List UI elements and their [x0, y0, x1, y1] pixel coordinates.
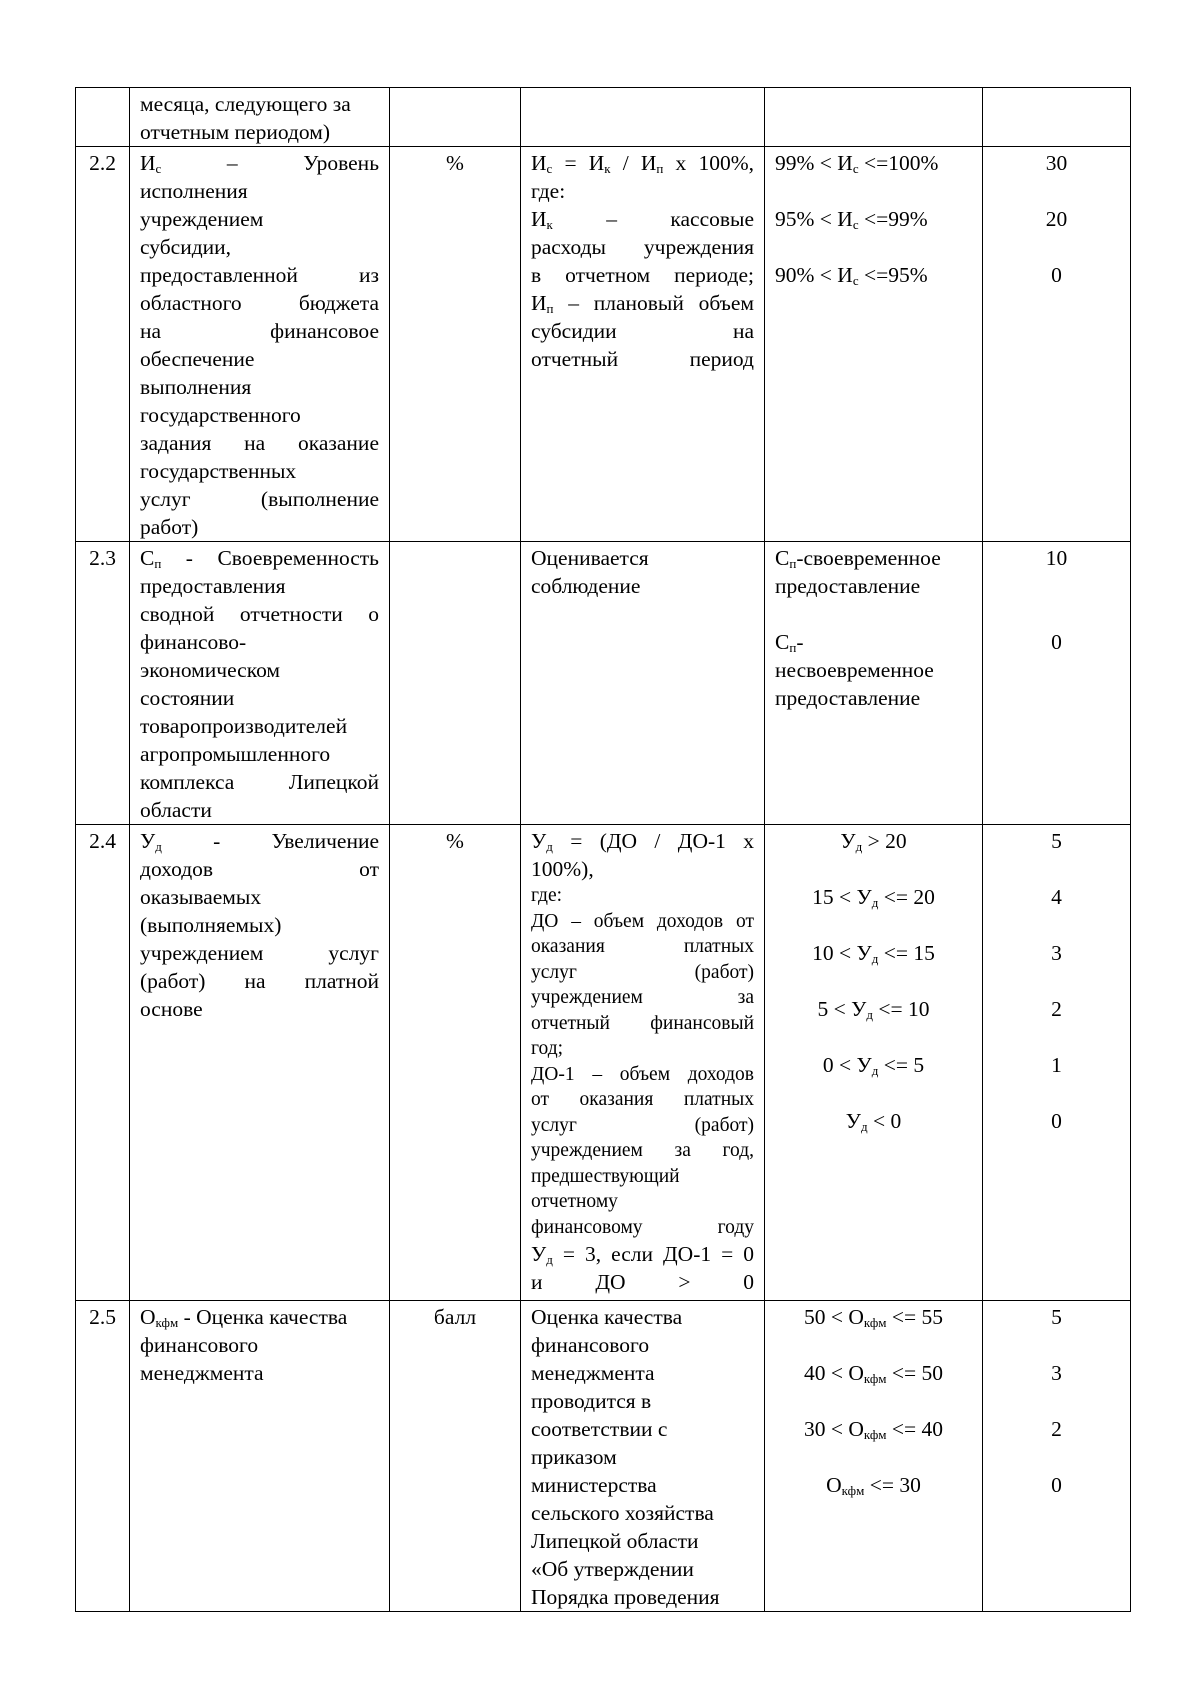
score: 4 — [1051, 885, 1062, 909]
score: 0 — [1051, 263, 1062, 287]
method-cell — [521, 88, 765, 147]
criterion: $У_д > 20$ — [840, 829, 907, 854]
table-row-2-5 — [76, 1301, 1131, 1612]
row-number — [76, 88, 130, 147]
row-number: 2.3 — [76, 542, 130, 825]
criterion: $30 < О_{кфм} <= 40$ — [803, 1417, 944, 1442]
row-number: 2.2 — [76, 147, 130, 542]
table-row-continuation — [76, 88, 1131, 147]
score: 30 — [1045, 151, 1068, 175]
unit-cell: % — [390, 147, 521, 542]
score-cell — [983, 542, 1131, 825]
method-cell: $У_д = (ДО / ДО-1$ x 100%), где: ДО – объем доходов от оказания платных услуг (работ) учреждением за отчетный финансовый год; ДО-1 – объем доходов от оказания платных услуг (работ) учреждением за год, предшествующий отчетному финансовому году $У_д = 3$, если ДО-1 = 0 и ДО > 0 — [521, 825, 765, 1301]
score: 5 — [1051, 829, 1062, 853]
method-cell: $И_с = И_к / И_п$ x 100%, где: $И_к$ – кассовые расходы учреждения в отчетном периоде; $И_п$ – плановый объем субсидии на отчетный период — [521, 147, 765, 542]
criterion: $95\% < И_с <=99\%$ — [775, 207, 928, 232]
score: 0 — [1051, 1473, 1062, 1497]
indicator-name: $У_д$ - Увеличение доходов от оказываемых (выполняемых) учреждением услуг (работ) на платной основе — [130, 825, 390, 1301]
score: 10 — [1045, 546, 1068, 570]
criteria-cell — [765, 825, 983, 1301]
score: 3 — [1051, 941, 1062, 965]
method-cell: Оценивается соблюдение — [521, 542, 765, 825]
criterion: $40 < О_{кфм} <= 50$ — [803, 1361, 944, 1386]
table-row-2-3 — [76, 542, 1131, 825]
criterion: $99\% < И_с <=100\%$ — [775, 151, 939, 176]
criterion: $15 < У_д <= 20$ — [812, 885, 935, 910]
unit-cell: балл — [390, 1301, 521, 1612]
criteria-cell — [765, 1301, 983, 1612]
score: 0 — [1051, 630, 1062, 654]
score: 2 — [1051, 997, 1062, 1021]
score-cell — [983, 1301, 1131, 1612]
score: 5 — [1051, 1305, 1062, 1329]
score: 0 — [1051, 1109, 1062, 1133]
score-cell — [983, 88, 1131, 147]
unit-cell: % — [390, 825, 521, 1301]
criterion: $50 < О_{кфм} <= 55$ — [803, 1305, 944, 1330]
criterion: $О_{кфм} <= 30$ — [826, 1473, 921, 1498]
criterion: $С_п$-своевременное предоставление — [775, 546, 941, 598]
criterion: $90\% < И_с <=95\%$ — [775, 263, 928, 288]
indicator-name: месяца, следующего за отчетным периодом) — [130, 88, 390, 147]
criterion: $0 < У_д <= 5$ — [822, 1053, 925, 1078]
criteria-cell — [765, 147, 983, 542]
score: 3 — [1051, 1361, 1062, 1385]
score: 2 — [1051, 1417, 1062, 1441]
indicators-table — [75, 87, 1131, 1612]
indicator-name: $И_с$ – Уровень исполнения учреждением субсидии, предоставленной из областного бюджета на финансовое обеспечение выполнения государственного задания на оказание государственных услуг (выполнение работ) — [130, 147, 390, 542]
criterion: $У_д < 0$ — [845, 1109, 902, 1134]
criteria-cell — [765, 88, 983, 147]
row-number: 2.4 — [76, 825, 130, 1301]
score-cell — [983, 147, 1131, 542]
score-cell — [983, 825, 1131, 1301]
indicator-name: $С_п$ - Своевременность предоставления сводной отчетности о финансово- экономическом состоянии товаропроизводителей агропромышленного комплекса Липецкой области — [130, 542, 390, 825]
score: 20 — [1045, 207, 1068, 231]
criterion: $5 < У_д <= 10$ — [817, 997, 930, 1022]
indicator-name: $О_{кфм}$ - Оценка качества финансового менеджмента — [130, 1301, 390, 1612]
score: 1 — [1051, 1053, 1062, 1077]
table-row-2-4 — [76, 825, 1131, 1301]
unit-cell — [390, 88, 521, 147]
criterion: $10 < У_д <= 15$ — [812, 941, 935, 966]
row-number: 2.5 — [76, 1301, 130, 1612]
method-cell: Оценка качества финансового менеджмента проводится в соответствии с приказом министерства сельского хозяйства Липецкой области «Об утверждении Порядка проведения — [521, 1301, 765, 1612]
table-row-2-2 — [76, 147, 1131, 542]
criterion: $С_п-$ несвоевременное предоставление — [775, 630, 934, 710]
criteria-cell — [765, 542, 983, 825]
unit-cell — [390, 542, 521, 825]
